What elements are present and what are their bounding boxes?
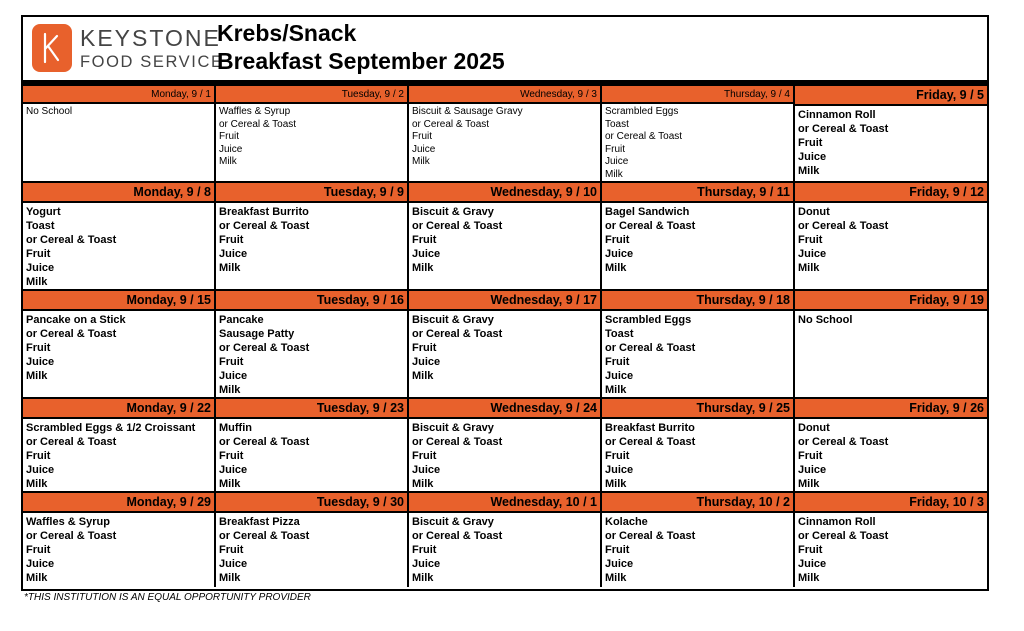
day-menu-items	[23, 203, 214, 289]
day-menu-items	[23, 104, 214, 119]
day-date-header: Monday, 9 / 29	[23, 493, 214, 513]
day-date-header: Thursday, 10 / 2	[602, 493, 793, 513]
menu-item: Juice	[412, 356, 441, 368]
day-menu-items	[795, 311, 987, 327]
day-menu-items	[409, 203, 600, 275]
day-date-header: Friday, 10 / 3	[795, 493, 987, 513]
menu-item: Milk	[605, 572, 627, 584]
menu-item: Breakfast Burrito	[219, 206, 309, 218]
day-menu-items	[216, 311, 407, 397]
menu-calendar-grid	[23, 86, 987, 587]
menu-item: or Cereal & Toast	[26, 436, 117, 448]
menu-item: or Cereal & Toast	[412, 530, 503, 542]
menu-item: or Cereal & Toast	[605, 220, 696, 232]
day-menu-items	[216, 203, 407, 275]
menu-item: Toast	[605, 328, 634, 340]
menu-item: Fruit	[605, 234, 630, 246]
menu-item: or Cereal & Toast	[605, 436, 696, 448]
title-block	[217, 19, 505, 75]
day-menu-items	[602, 513, 793, 585]
menu-item: Juice	[605, 558, 634, 570]
day-cell	[602, 399, 795, 491]
menu-item: or Cereal & Toast	[219, 220, 310, 232]
day-date-header: Wednesday, 9 / 3	[409, 86, 600, 104]
menu-item: Juice	[26, 558, 55, 570]
menu-item: Fruit	[605, 450, 630, 462]
menu-item: Milk	[219, 572, 241, 584]
day-cell	[23, 399, 216, 491]
menu-item: Fruit	[798, 234, 823, 246]
menu-item: Juice	[605, 464, 634, 476]
day-cell	[216, 86, 409, 181]
day-cell	[602, 86, 795, 181]
menu-item: Milk	[412, 262, 434, 274]
day-cell	[23, 86, 216, 181]
menu-item: or Cereal & Toast	[26, 234, 117, 246]
menu-item: Juice	[219, 558, 248, 570]
logo-wordmark-bottom: FOOD SERVICE	[80, 53, 224, 71]
menu-item: Juice	[219, 370, 248, 382]
menu-item: Breakfast Burrito	[605, 422, 695, 434]
day-cell	[409, 183, 602, 289]
menu-item: Juice	[605, 370, 634, 382]
menu-item: Waffles & Syrup	[26, 516, 110, 528]
day-date-header: Tuesday, 9 / 2	[216, 86, 407, 104]
menu-item: Fruit	[798, 137, 823, 149]
menu-month-title: Breakfast September 2025	[217, 48, 505, 74]
menu-item: Juice	[219, 464, 248, 476]
menu-item: Milk	[798, 478, 820, 490]
menu-item: or Cereal & Toast	[26, 328, 117, 340]
menu-item: or Cereal & Toast	[26, 530, 117, 542]
menu-item: Milk	[605, 168, 623, 180]
menu-item: Kolache	[605, 516, 648, 528]
menu-item: Pancake	[219, 314, 264, 326]
menu-item: Yogurt	[26, 206, 61, 218]
day-menu-items	[795, 106, 987, 178]
menu-item: Fruit	[412, 342, 437, 354]
menu-item: Milk	[412, 478, 434, 490]
menu-item: or Cereal & Toast	[219, 530, 310, 542]
menu-header	[23, 17, 987, 81]
day-menu-items	[23, 311, 214, 383]
menu-item: Juice	[798, 558, 827, 570]
day-cell	[409, 291, 602, 397]
menu-item: Fruit	[605, 544, 630, 556]
menu-item: Juice	[219, 248, 248, 260]
menu-item: Juice	[605, 156, 629, 167]
day-menu-items	[795, 513, 987, 585]
day-cell	[602, 493, 795, 587]
day-menu-items	[409, 311, 600, 383]
menu-item: Fruit	[605, 356, 630, 368]
menu-item: Biscuit & Gravy	[412, 206, 494, 218]
menu-item: Milk	[412, 572, 434, 584]
day-date-header: Monday, 9 / 22	[23, 399, 214, 419]
menu-item: Milk	[798, 572, 820, 584]
menu-item: Fruit	[26, 450, 51, 462]
day-date-header: Monday, 9 / 1	[23, 86, 214, 104]
day-date-header: Wednesday, 10 / 1	[409, 493, 600, 513]
menu-item: Fruit	[219, 544, 244, 556]
menu-item: or Cereal & Toast	[219, 436, 310, 448]
menu-item: Fruit	[26, 248, 51, 260]
menu-item: or Cereal & Toast	[798, 530, 889, 542]
menu-item: Juice	[798, 248, 827, 260]
menu-item: or Cereal & Toast	[412, 220, 503, 232]
menu-item: Milk	[605, 478, 627, 490]
day-cell	[216, 399, 409, 491]
menu-item: Milk	[219, 156, 237, 167]
keystone-logo	[32, 24, 224, 74]
menu-item: Milk	[798, 262, 820, 274]
menu-item: or Cereal & Toast	[605, 342, 696, 354]
day-menu-items	[409, 104, 600, 169]
menu-item: Milk	[605, 384, 627, 396]
day-menu-items	[602, 203, 793, 275]
menu-item: No School	[798, 314, 853, 326]
menu-item: Juice	[26, 356, 55, 368]
menu-item: Muffin	[219, 422, 252, 434]
week-row	[23, 183, 987, 291]
day-date-header: Wednesday, 9 / 24	[409, 399, 600, 419]
menu-item: Juice	[412, 464, 441, 476]
menu-item: Fruit	[605, 143, 625, 155]
day-cell	[409, 399, 602, 491]
menu-item: or Cereal & Toast	[798, 220, 889, 232]
menu-item: Juice	[412, 143, 436, 155]
day-menu-items	[602, 104, 793, 181]
day-cell	[795, 86, 987, 181]
day-menu-items	[216, 419, 407, 491]
day-cell	[216, 291, 409, 397]
menu-item: Cinnamon Roll	[798, 516, 876, 528]
week-row	[23, 493, 987, 587]
footer-note: *THIS INSTITUTION IS AN EQUAL OPPORTUNITY PROVIDER	[24, 592, 311, 603]
menu-item: Fruit	[412, 450, 437, 462]
menu-item: Fruit	[412, 131, 432, 142]
day-menu-items	[23, 419, 214, 491]
day-cell	[409, 493, 602, 587]
day-date-header: Thursday, 9 / 18	[602, 291, 793, 311]
menu-item: Juice	[798, 151, 827, 163]
menu-item: Fruit	[412, 544, 437, 556]
menu-item: Juice	[605, 248, 634, 260]
menu-item: Sausage Patty	[219, 328, 295, 340]
menu-item: Milk	[26, 572, 48, 584]
menu-item: Fruit	[219, 131, 239, 142]
menu-item: Biscuit & Sausage Gravy	[412, 106, 523, 117]
menu-item: Pancake on a Stick	[26, 314, 126, 326]
menu-item: or Cereal & Toast	[219, 342, 310, 354]
menu-item: Juice	[412, 248, 441, 260]
day-cell	[23, 291, 216, 397]
menu-item: Fruit	[798, 450, 823, 462]
menu-item: Milk	[26, 478, 48, 490]
menu-item: Juice	[219, 143, 243, 155]
day-menu-items	[602, 311, 793, 397]
menu-item: Fruit	[219, 234, 244, 246]
menu-item: Toast	[26, 220, 55, 232]
day-cell	[216, 493, 409, 587]
menu-item: Fruit	[798, 544, 823, 556]
day-menu-items	[409, 419, 600, 491]
day-menu-items	[602, 419, 793, 491]
menu-item: or Cereal & Toast	[605, 530, 696, 542]
menu-item: Milk	[605, 262, 627, 274]
week-row	[23, 86, 987, 183]
menu-item: Fruit	[219, 450, 244, 462]
day-date-header: Thursday, 9 / 4	[602, 86, 793, 104]
menu-item: Bagel Sandwich	[605, 206, 690, 218]
menu-item: Biscuit & Gravy	[412, 314, 494, 326]
day-date-header: Thursday, 9 / 25	[602, 399, 793, 419]
menu-item: Juice	[26, 464, 55, 476]
day-cell	[795, 291, 987, 397]
menu-item: Fruit	[26, 342, 51, 354]
menu-item: or Cereal & Toast	[412, 436, 503, 448]
menu-item: Scrambled Eggs & 1/2 Croissant	[26, 422, 196, 434]
day-date-header: Tuesday, 9 / 30	[216, 493, 407, 513]
menu-item: or Cereal & Toast	[798, 436, 889, 448]
menu-item: Waffles & Syrup	[219, 106, 291, 117]
day-menu-items	[795, 203, 987, 275]
menu-item: Juice	[26, 262, 55, 274]
day-date-header: Wednesday, 9 / 10	[409, 183, 600, 203]
day-cell	[602, 183, 795, 289]
menu-item: Cinnamon Roll	[798, 109, 876, 121]
week-row	[23, 291, 987, 399]
menu-item: Scrambled Eggs	[605, 106, 679, 117]
day-menu-items	[216, 513, 407, 585]
day-cell	[409, 86, 602, 181]
day-date-header: Tuesday, 9 / 16	[216, 291, 407, 311]
menu-site-title: Krebs/Snack	[217, 20, 357, 46]
menu-item: Milk	[219, 478, 241, 490]
day-menu-items	[795, 419, 987, 491]
menu-item: Milk	[798, 165, 820, 177]
menu-item: No School	[26, 106, 73, 117]
menu-item: or Cereal & Toast	[605, 131, 683, 142]
menu-item: Milk	[26, 370, 48, 382]
menu-item: or Cereal & Toast	[798, 123, 889, 135]
menu-item: Milk	[219, 384, 241, 396]
day-date-header: Tuesday, 9 / 9	[216, 183, 407, 203]
menu-item: or Cereal & Toast	[412, 328, 503, 340]
week-row	[23, 399, 987, 493]
menu-item: Milk	[219, 262, 241, 274]
menu-item: Milk	[412, 370, 434, 382]
day-date-header: Thursday, 9 / 11	[602, 183, 793, 203]
day-date-header: Monday, 9 / 8	[23, 183, 214, 203]
day-cell	[795, 399, 987, 491]
day-menu-items	[23, 513, 214, 585]
menu-item: Fruit	[412, 234, 437, 246]
menu-item: Milk	[412, 156, 430, 167]
menu-item: Donut	[798, 422, 830, 434]
menu-item: Breakfast Pizza	[219, 516, 300, 528]
menu-item: Scrambled Eggs	[605, 314, 692, 326]
menu-item: Biscuit & Gravy	[412, 422, 494, 434]
logo-wordmark-top: KEYSTONE	[80, 25, 221, 51]
menu-frame	[21, 15, 989, 591]
menu-item: or Cereal & Toast	[412, 118, 490, 130]
day-cell	[216, 183, 409, 289]
day-cell	[23, 493, 216, 587]
day-date-header: Friday, 9 / 5	[795, 86, 987, 106]
menu-item: Fruit	[26, 544, 51, 556]
menu-item: Fruit	[219, 356, 244, 368]
day-cell	[795, 183, 987, 289]
day-date-header: Friday, 9 / 19	[795, 291, 987, 311]
menu-item: Biscuit & Gravy	[412, 516, 494, 528]
day-menu-items	[216, 104, 407, 169]
menu-item: Juice	[798, 464, 827, 476]
day-cell	[602, 291, 795, 397]
day-date-header: Monday, 9 / 15	[23, 291, 214, 311]
day-date-header: Friday, 9 / 12	[795, 183, 987, 203]
menu-item: Milk	[26, 276, 48, 288]
day-cell	[795, 493, 987, 587]
logo-k-icon	[32, 24, 72, 72]
day-menu-items	[409, 513, 600, 585]
day-date-header: Tuesday, 9 / 23	[216, 399, 407, 419]
day-date-header: Friday, 9 / 26	[795, 399, 987, 419]
menu-item: Toast	[605, 118, 629, 130]
menu-item: or Cereal & Toast	[219, 118, 297, 130]
menu-item: Juice	[412, 558, 441, 570]
day-cell	[23, 183, 216, 289]
day-date-header: Wednesday, 9 / 17	[409, 291, 600, 311]
menu-item: Donut	[798, 206, 830, 218]
